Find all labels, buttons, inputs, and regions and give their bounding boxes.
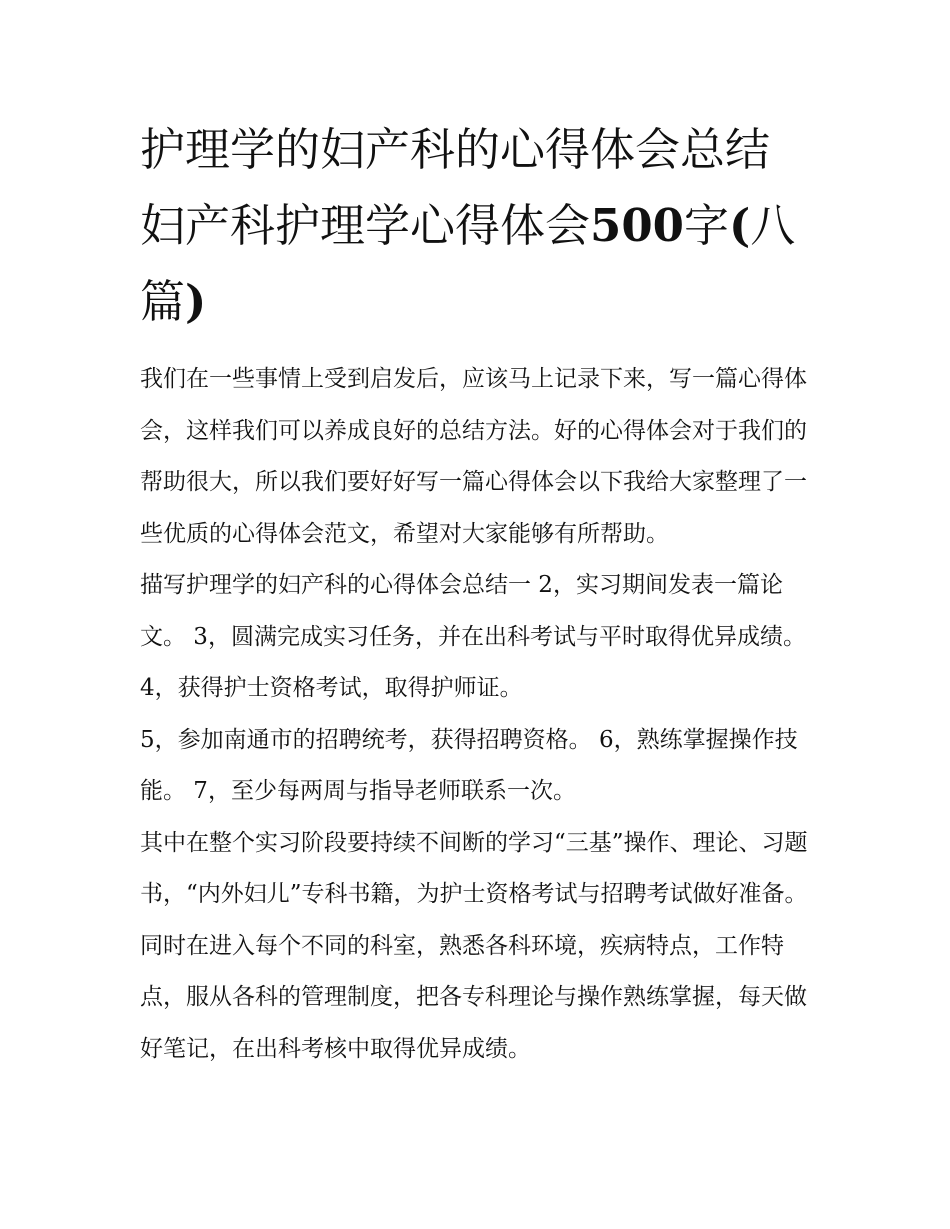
title-paren-open: ( — [728, 199, 751, 252]
paragraph-goals-2: 5，参加南通市的招聘统考，获得招聘资格。 6，熟练掌握操作技能。 7，至少每两周与指导老师联系一次。 — [140, 726, 798, 804]
document-title — [140, 112, 820, 340]
title-text-char: 字 — [683, 199, 729, 252]
title-text-count: 八篇 — [140, 199, 796, 328]
paragraph-goals-1: 描写护理学的妇产科的心得体会总结一 2，实习期间发表一篇论文。 3，圆满完成实习任务，并在出科考试与平时取得优异成绩。 4，获得护士资格考试，取得护师证。 — [140, 572, 806, 701]
paragraph-study-plan: 其中在整个实习阶段要持续不间断的学习“三基”操作、理论、习题书，“内外妇儿”专科书籍，为护士资格考试与招聘考试做好准备。同时在进入每个不同的科室，熟悉各科环境，疾病特点，工作特点，服从各科的管理制度，把各专科理论与操作熟练掌握，每天做好笔记，在出科考核中取得优异成绩。 — [140, 829, 808, 1062]
paragraph-intro: 我们在一些事情上受到启发后，应该马上记录下来，写一篇心得体会，这样我们可以养成良好的总结方法。好的心得体会对于我们的帮助很大，所以我们要好好写一篇心得体会以下我给大家整理了一些优质的心得体会范文，希望对大家能够有所帮助。 — [140, 366, 807, 547]
title-number: 500 — [590, 199, 684, 252]
document-body — [140, 112, 820, 1075]
title-paren-close: ) — [185, 275, 207, 328]
title-text: 护理学的妇产科的心得体会总结 妇产科护理学心得体会 — [140, 123, 771, 252]
